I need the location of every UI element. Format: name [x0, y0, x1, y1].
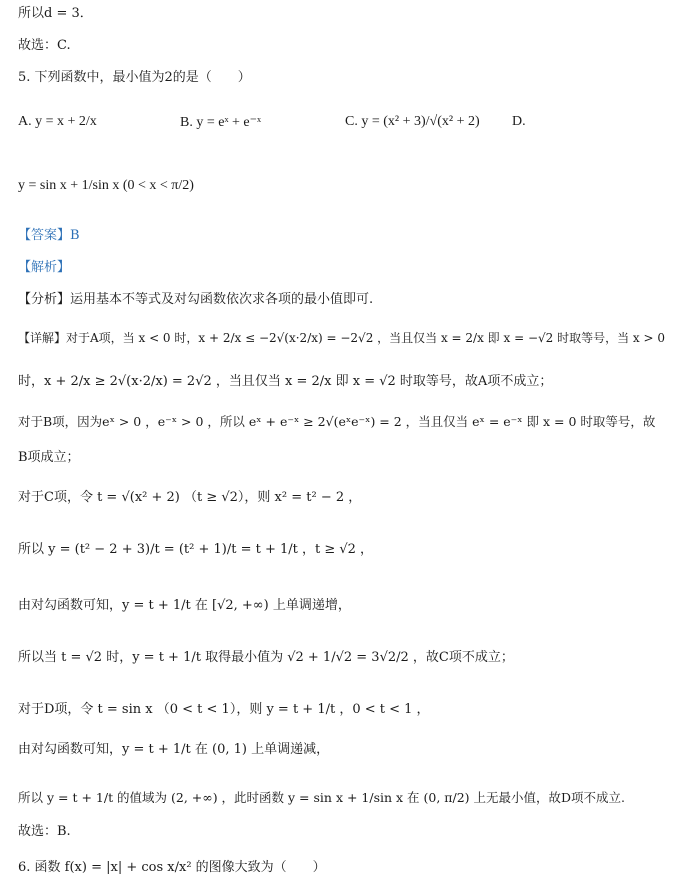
line-text: 所以 y = t + 1/t 的值域为 (2, +∞) ，此时函数 y = sin x + 1/sin x 在 (0, π/2) 上无最小值，故D项不成立.	[18, 790, 626, 805]
analysis-summary	[18, 290, 373, 310]
analysis-label: 【解析】	[18, 260, 71, 275]
detail-b-part1	[18, 412, 655, 432]
line-text: 由对勾函数可知，y = t + 1/t 在 (0, 1) 上单调递减，	[18, 742, 330, 757]
line-text: 所以当 t = √2 时，y = t + 1/t 取得最小值为 √2 + 1/√2 = 3√2/2 ，故C项不成立；	[18, 650, 514, 665]
line-text: 5. 下列函数中，最小值为2的是（ ）	[18, 70, 251, 85]
detail-d-part3	[18, 788, 625, 808]
analysis-tag	[18, 258, 70, 278]
detail-d-part1	[18, 700, 430, 720]
option-b	[180, 114, 261, 131]
detail-c-part3	[18, 596, 351, 616]
line-text: 对于D项，令 t = sin x （0 < t < 1），则 y = t + 1/t ，0 < t < 1 ，	[18, 702, 430, 717]
option-d-label: D.	[512, 114, 526, 129]
detail-a-part1	[18, 328, 665, 348]
option-d-text: y = sin x + 1/sin x (0 < x < π/2)	[18, 178, 194, 193]
final-answer-b	[18, 822, 71, 842]
option-c	[345, 114, 480, 130]
line-text: 对于C项，令 t = √(x² + 2) （t ≥ √2），则 x² = t² − 2 ，	[18, 490, 362, 505]
line-text: 【详解】对于A项，当 x < 0 时，x + 2/x ≤ −2√(x·2/x) = −2√2 ，当且仅当 x = 2/x 即 x = −√2 时取等号，当 x > 0	[18, 331, 666, 345]
option-c-text: C. y = (x² + 3)/√(x² + 2)	[345, 114, 480, 129]
line-text: B项成立；	[18, 450, 80, 465]
detail-c-part1	[18, 488, 361, 508]
answer-tag	[18, 226, 80, 246]
detail-a-part2	[18, 372, 552, 392]
detail-b-part2	[18, 448, 80, 468]
detail-d-part2	[18, 740, 329, 760]
line-text: 故选：C.	[18, 38, 71, 53]
line-text: 【分析】运用基本不等式及对勾函数依次求各项的最小值即可.	[18, 292, 374, 307]
text-line-answer-c	[18, 36, 71, 56]
answer-text: 【答案】B	[18, 228, 80, 243]
detail-c-part2	[18, 540, 373, 560]
text-line-conclusion-d	[18, 4, 93, 24]
line-text: 所以d = 3．	[18, 6, 93, 21]
detail-c-part4	[18, 648, 514, 668]
option-d	[512, 114, 526, 130]
option-b-text: B. y = eˣ + e⁻ˣ	[180, 115, 262, 130]
option-a-text: A. y = x + 2/x	[18, 114, 97, 129]
question-5-stem	[18, 68, 251, 88]
line-text: 所以 y = (t² − 2 + 3)/t = (t² + 1)/t = t + 1/t ，t ≥ √2 ，	[18, 542, 374, 557]
option-a	[18, 114, 97, 130]
line-text: 时，x + 2/x ≥ 2√(x·2/x) = 2√2 ，当且仅当 x = 2/x 即 x = √2 时取等号，故A项不成立；	[18, 374, 553, 389]
line-text: 由对勾函数可知，y = t + 1/t 在 [√2, +∞) 上单调递增，	[18, 598, 351, 613]
line-text: 对于B项，因为eˣ > 0 ，e⁻ˣ > 0 ，所以 eˣ + e⁻ˣ ≥ 2√(eˣe⁻ˣ) = 2 ，当且仅当 eˣ = e⁻ˣ 即 x = 0 时取等号，故	[18, 414, 656, 429]
question-6-stem	[18, 858, 326, 878]
line-text: 故选：B.	[18, 824, 71, 839]
line-text: 6. 函数 f(x) = |x| + cos x/x² 的图像大致为（ ）	[18, 860, 326, 875]
option-d-body	[18, 178, 194, 194]
